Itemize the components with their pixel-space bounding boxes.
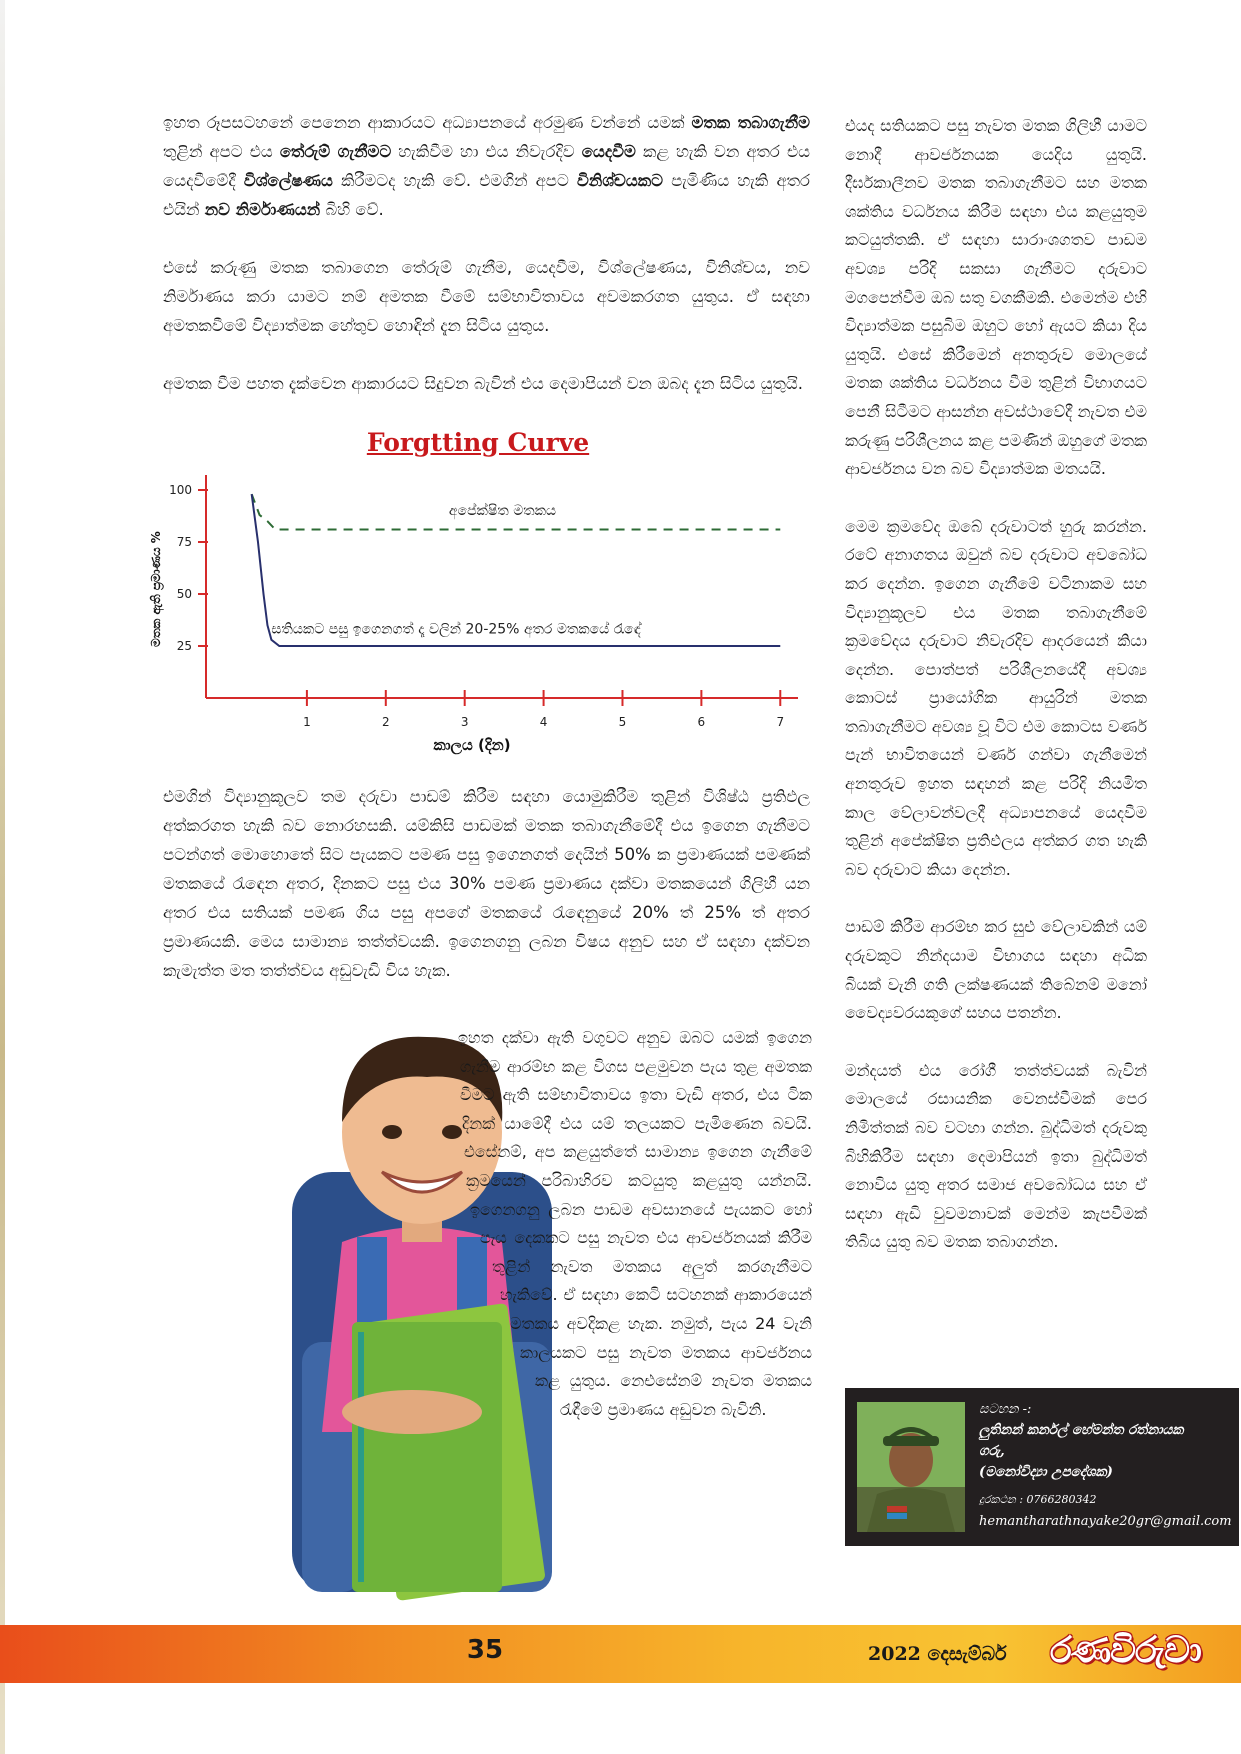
x-tick-label: 1 [303,715,311,729]
author-name-line-1: ලුතිනන් කර්නල් හේමන්ත රත්නායක [979,1422,1184,1438]
text-wrap-spacer [440,1053,460,1082]
author-name-line-3: (මනෝවිද්‍යා උපදේශක) [979,1464,1113,1480]
x-tick-label: 4 [539,715,548,729]
y-tick-label: 25 [176,639,192,653]
text-wrap-spacer [440,1024,458,1053]
text-wrap-spacer [440,1081,460,1110]
right-paragraph-4: මන්දයත් එය රෝගී තත්ත්වයක් බැවින් මොලයේ රසායනික වෙනස්වීමක් පෙර නිමිත්තක් බව වටහා ගන්න. බුද්ධිමත් දරුවකු බිහිකිරීම සඳහා දෙමාපියන් ඉතා බුද්ධිමත් නොවිය යුතු අතර සමාජ අවබෝධය සහ ඒ සඳහා ඇඩි වුවමනාවක් මෙන්ම කැපවීමක් තිබිය යුතු බව මතක තබාගන්න. [845,1060,1147,1252]
paragraph-3: අමතක වීම පහත දැක්වෙන ආකාරයට සිදුවන බැවින් එය දෙමාපියන් වන ඔබද දැන සිටිය යුතුයි. [163,374,803,393]
series-label-expected: අපේක්ෂිත මතකය [448,502,557,519]
page-number: 35 [466,1635,504,1665]
left-column [163,108,810,427]
author-info [979,1400,1232,1533]
x-tick-label: 3 [460,715,469,729]
text-wrap-spacer [440,1367,535,1396]
text-wrap-spacer [440,1453,590,1482]
text-wrap-spacer [440,1196,470,1225]
paragraph-lower: ඉහත දක්වා ඇති වගුවට අනුව ඔබට යමක් ඉගෙන ගැනීම ආරම්භ කළ විගස පළමුවන පැය තුළ අමතක වීමට ඇති සම්භාවිතාවය ඉතා වැඩි අතර, එය ටික දිනක් යාමේදී එය යම් තලයකට පැමිණෙන බවයි. එසේනම්, අප කළයුත්තේ සාමාන්‍ය ඉගෙන ගැනීමේ ක්‍රමයෙන් පරිබාහිරව කටයුතු කළයුතු යන්නයි. ඉගෙනගනු ලබන පාඩම අවසානයේ පැයකට හෝ පැය දෙකකට පසු නැවත එය ආවර්ජනයක් කිරීම තුළින් නැවත මතකය අලුත් කරගැනීමට හැකිවේ. ඒ සඳහා කෙටි සටහනක් ආකාරයෙන් මතකය අවදිකළ හැක. නමුත්, පැය 24 වැනි කාලයකට පසු නැවත මතකය ආවර්ජනය කළ යුතුය. නෙඑසේනම් නැවත මතකය රැඳීමේ ප්‍රමාණය අඩුවන බැවිනි. [440,1024,812,1424]
author-label: සටහන -: [979,1402,1032,1417]
y-tick-label: 50 [176,587,192,601]
y-tick-label: 75 [176,535,192,549]
text-wrap-spacer [440,1281,500,1310]
text-wrap-spacer [440,1110,462,1139]
issue-date: 2022 දෙසැම්බර් [868,1643,1007,1665]
author-name [979,1420,1229,1483]
x-tick-label: 2 [381,715,390,729]
text-wrap-spacer [440,1567,605,1596]
page-edge-decoration [0,0,5,1754]
text-wrap-spacer [440,1167,466,1196]
x-axis-label: කාලය (දින) [433,736,511,754]
author-phone: දුරකථන : 0766280342 [979,1493,1097,1506]
text-wrap-spacer [440,1424,580,1453]
chart-svg [148,428,808,758]
text-wrap-spacer [440,1138,464,1167]
paragraph-2: එසේ කරුණු මතක තබාගෙන තේරුම් ගැනීම, යෙදවීම, විශ්ලේෂණය, විනිශ්චය, නව නිර්මාණය කරා යාමට නම් අමතක වීමේ සම්භාවිතාවය අවමකරගත යුතුය. ඒ සඳහා අමතකවීමේ විද්‍යාත්මක හේතුව හොඳින් දැන සිටිය යුතුය. [163,258,810,335]
text-wrap-spacer [440,1253,492,1282]
y-tick-label: 100 [169,483,192,497]
text-wrap-spacer [440,1224,480,1253]
paragraph-4: එමගින් විද්‍යානුකූලව තම දරුවා පාඩම් කිරීම සඳහා යොමුකිරීම තුළින් විශිෂ්ඨ ප්‍රතිඵල අත්කරගත හැකි බව නොරහසකි. යම්කිසි පාඩමක් මතක තබාගැනීමේදී එය ඉගෙන ගැනීමට පටන්ගත් මොහොතේ සිට පැයකට පමණ පසු ඉගෙනගත් දෙයින් 50% ක ප්‍රමාණයක් පමණක් මතකයේ රැඳෙන අතර, දිනකට පසු එය 30% පමණ ප්‍රමාණය දක්වා මතකයෙන් ගිලිහී යන අතර එය සතියක් පමණ ගිය පසු අපගේ මතකයේ රැඳෙනුයේ 20% ත් 25% ත් අතර ප්‍රමාණයකි. මෙය සාමාන්‍ය තත්ත්වයකි. ඉගෙනගනු ලබන විෂය අනුව සහ ඒ සඳහා දක්වන කැමැත්ත මත තත්ත්වය අඩුවැඩි විය හැක. [163,787,810,980]
text-wrap-spacer [440,1339,520,1368]
text-wrap-spacer [440,1482,595,1511]
paragraph-1: ඉහත රූපසටහනේ පෙනෙන ආකාරයට අධ්‍යාපනයේ අරමුණ වන්නේ යමක් මතක තබාගැනීම තුළින් අපට එය තේරුම් ගැනීමට හැකිවීම හා එය නිවැරදිව යෙදවීම කළ හැකි වන අතර එය යෙදවීමේදී විශ්ලේෂණය කිරීමටද හැකි වේ. එමගින් අපට විනිශ්චයකට පැමිණිය හැකි අතර එයින් නව නිර්මාණයන් බිහි වේ. [163,113,810,219]
right-paragraph-3: පාඩම් කිරීම ආරම්භ කර සුළු වේලාවකින් යම් දරුවකුට නින්දයාම විභාගය සඳහා අධික බියක් වැනි ගති ලක්ෂණයක් තිබේනම් මනෝ වෛද්‍යවරයකුගේ සහය පතන්න. [845,917,1147,1023]
x-tick-label: 5 [618,715,627,729]
text-wrap-spacer [440,1396,560,1425]
left-column-lower [163,782,810,1014]
author-box [845,1388,1239,1546]
author-photo [857,1402,965,1532]
right-paragraph-1: එයද සතියකට පසු නැවත මතක ගිලිහී යාමට නොදී ආවර්ජනයක යෙදිය යුතුයි. දීර්ඝකාලීනව මතක තබාගැනීමට සහ මතක ශක්තිය වර්ධනය කිරීම සඳහා එය කළයුතුම කටයුත්තකි. ඒ සඳහා සාරාංශගතව පාඩම අවශ්‍ය පරිදි සකසා ගැනීමට දරුවාට මගපෙන්වීම ඔබ සතු වගකීමකි. එමෙන්ම එහි විද්‍යාත්මක පසුබිම ඔහුට හෝ ඇයට කියා දිය යුතුයි. එසේ කිරීමෙන් අනතුරුව මොලයේ මතක ශක්තිය වර්ධනය වීම තුළින් විභාගයට පෙනී සිටීමට ආසන්න අවස්ථාවේදී නැවත එම කරුණු පරිශීලනය කළ පමණින් ඔහුගේ මතක ආවර්ජනය වන බව විද්‍යාත්මක මතයයි. [845,116,1147,479]
right-paragraph-2: මෙම ක්‍රමවේද ඔබේ දරුවාටත් හුරු කරන්න. රටේ අනාගතය ඔවුන් බව දරුවාට අවබෝධ කර දෙන්න. ඉගෙන ගැනීමේ වටිනාකම සහ විද්‍යානුකූලව එය මතක තබාගැනීමේ ක්‍රමවේදය දරුවාට නිවැරදිව ආදරයෙන් කියා දෙන්න. පොත්පත් පරිශීලනයේදී අවශ්‍ය කොටස් ප්‍රායෝගික ආයුරින් මතක තබාගැනීමට අවශ්‍ය වූ විට එම කොටස වර්ණ පැන් භාවිතයෙන් වර්ණ ගන්වා ගැනීමෙන් අනතුරුව ඉහත සඳහන් කළ පරිදි නියමිත කාල වේලාවන්වලදී අධ්‍යාපනයේ යෙදවීම තුළින් අපේක්ෂිත ප්‍රතිඵලය අත්කර ගත හැකි බව දරුවාට කියා දෙන්න. [845,516,1147,879]
text-wrap-spacer [440,1510,595,1539]
forgetting-curve-chart [148,428,808,758]
lower-text-column [440,1024,812,1594]
text-wrap-spacer [440,1539,600,1568]
magazine-logo: රණවිරුවා [1050,1630,1201,1671]
chart-title: Forgtting Curve [366,428,590,457]
y-axis-label: මතක ඇති ප්‍රමාණය % [149,531,163,647]
author-name-line-2: ගරු, [979,1443,1005,1459]
right-column [845,112,1147,1286]
text-wrap-spacer [440,1310,510,1339]
series-label-actual: සතියකට පසු ඉගෙනගත් දෑ වලින් 20-25% අතර මතකයේ රැඳේ [271,621,641,638]
x-tick-label: 6 [697,715,706,729]
author-email[interactable]: hemantharathnayake20gr@gmail.com [979,1514,1232,1529]
x-tick-label: 7 [776,715,785,729]
